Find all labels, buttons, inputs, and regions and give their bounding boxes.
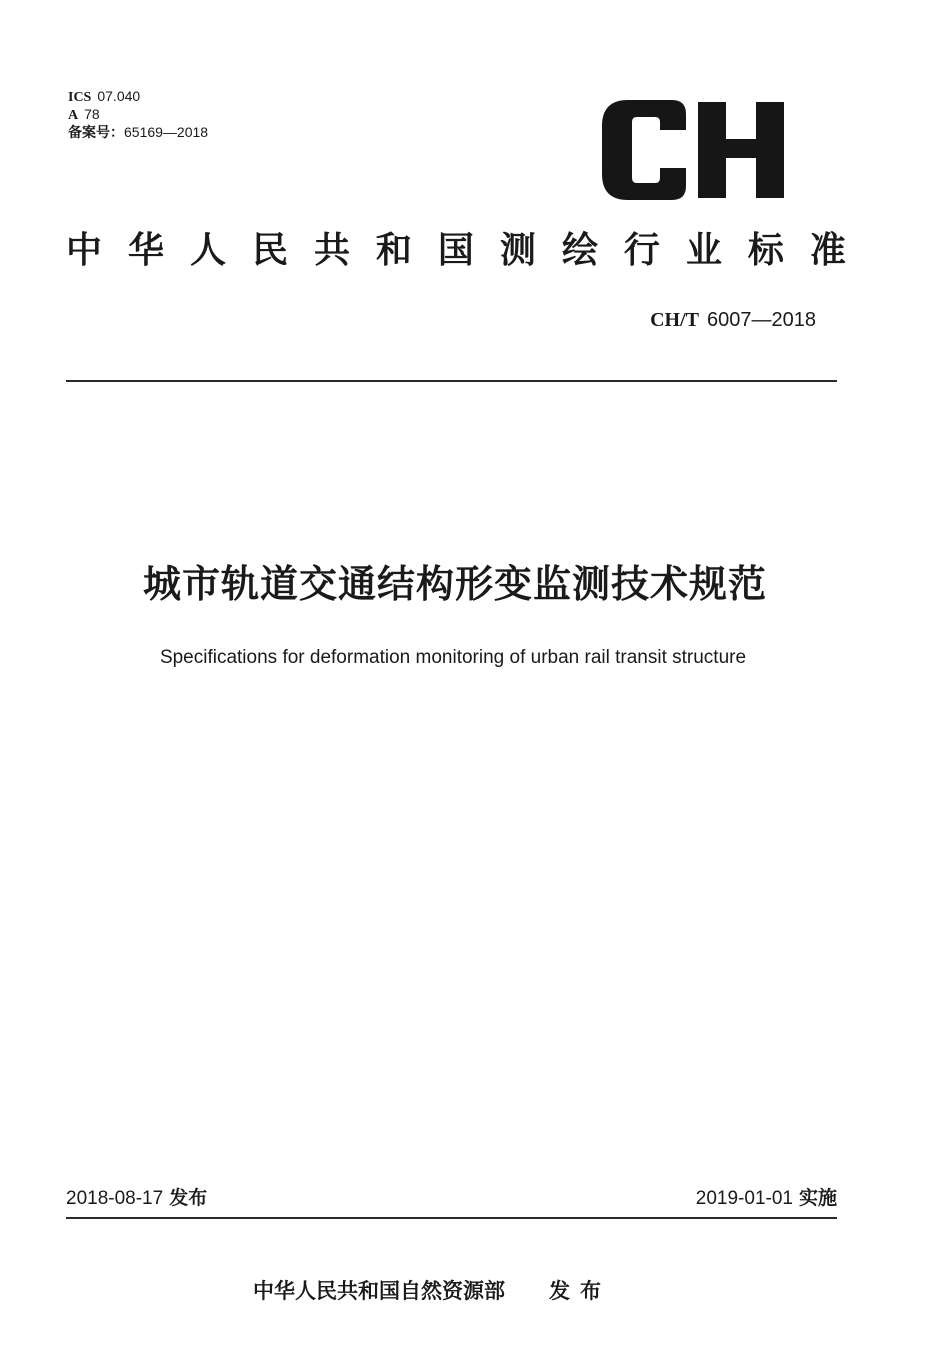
ch-logo-graphic [600,100,786,200]
document-subtitle-english: Specifications for deformation monitoring of urban rail transit structure [159,647,747,668]
issuer-line [253,1276,611,1306]
issue-word: 发布 [169,1187,208,1209]
title-char: 中 [66,230,103,271]
effective-word: 实施 [798,1187,837,1209]
title-char: 共 [313,230,350,271]
class-value: 78 [84,106,100,122]
issuer-action: 发布 [549,1279,611,1303]
document-title: 城市轨道交通结构形变监测技术规范 [142,562,767,606]
ics-value: 07.040 [97,88,141,104]
record-label: 备案号： [68,125,124,141]
issue-date: 2018-08-17 [66,1188,164,1209]
title-char: 业 [685,230,722,271]
classification-block [68,88,208,142]
standard-prefix: CH/T [650,309,700,331]
title-char: 人 [189,230,226,271]
title-char: 行 [623,230,660,271]
ics-line [68,88,208,106]
title-char: 标 [747,230,784,271]
class-label: A [68,108,79,123]
title-char: 民 [251,230,288,271]
national-standard-title [66,226,846,276]
title-char: 国 [437,230,474,271]
issuer-name: 中华人民共和国自然资源部 [253,1279,505,1303]
title-char: 测 [499,230,536,271]
record-line [68,124,208,142]
bottom-divider [66,1217,837,1219]
record-value: 65169—2018 [124,124,209,140]
ics-label: ICS [68,90,92,105]
top-divider [66,380,837,382]
effective-date-line [696,1185,837,1212]
title-char: 绘 [561,230,598,271]
ch-logo [600,100,786,204]
title-char: 准 [809,230,846,271]
standard-code: 6007—2018 [707,309,816,331]
standard-number [650,307,816,332]
title-char: 华 [127,230,164,271]
issue-date-line [66,1185,207,1212]
title-char: 和 [375,230,412,271]
class-line [68,106,208,124]
effective-date: 2019-01-01 [695,1188,793,1209]
